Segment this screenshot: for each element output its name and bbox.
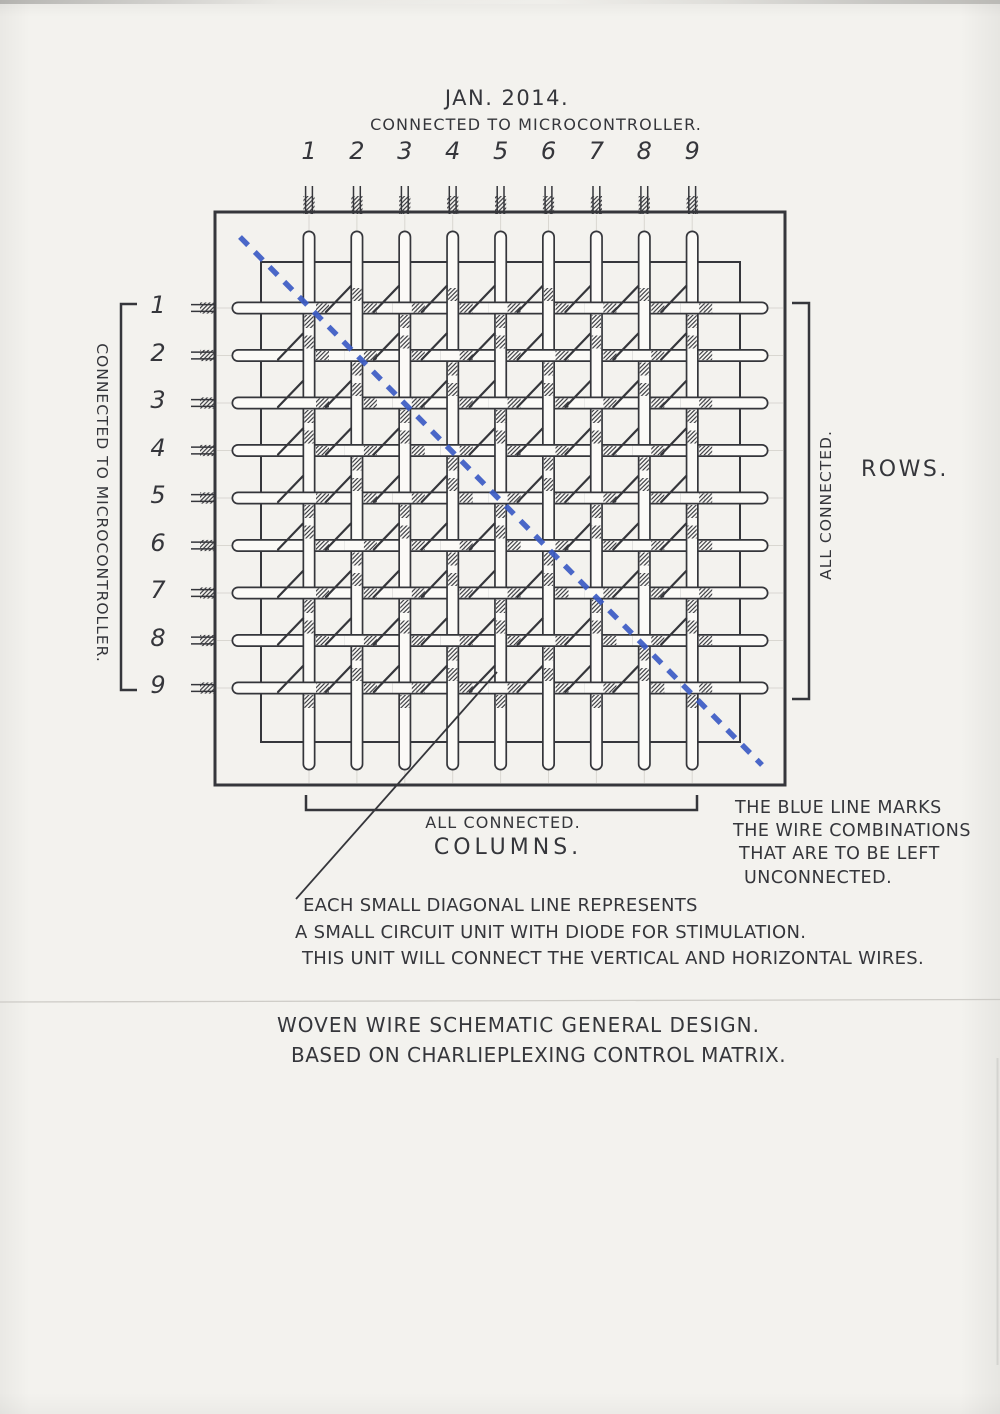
drawing-title-line: WOVEN WIRE SCHEMATIC GENERAL DESIGN. <box>277 1013 760 1037</box>
row-label-1: 1 <box>150 291 166 319</box>
col-label-3: 3 <box>397 137 413 165</box>
col-label-8: 8 <box>636 137 652 165</box>
row-label-4: 4 <box>150 433 166 462</box>
row-label-5: 5 <box>150 481 166 509</box>
rows-label: ROWS. <box>861 457 949 482</box>
col-label-6: 6 <box>540 137 557 165</box>
circuit-unit-note-line: THIS UNIT WILL CONNECT THE VERTICAL AND HORIZONTAL WIRES. <box>302 948 925 970</box>
blue-line-note-line: UNCONNECTED. <box>744 867 893 888</box>
row-label-9: 9 <box>150 671 166 699</box>
columns-label: COLUMNS. <box>433 835 583 860</box>
rows-bracket-label: ALL CONNECTED. <box>817 430 836 580</box>
columns-bracket-label: ALL CONNECTED. <box>425 813 581 832</box>
col-label-7: 7 <box>588 137 605 165</box>
blue-line-note-line: THE BLUE LINE MARKS <box>735 798 942 818</box>
row-label-8: 8 <box>150 623 166 652</box>
date-label: JAN. 2014. <box>444 86 570 110</box>
col-label-2: 2 <box>349 137 365 165</box>
blue-line-note <box>735 797 971 890</box>
row-label-2: 2 <box>150 338 166 367</box>
row-label-6: 6 <box>150 528 166 557</box>
row-label-3: 3 <box>150 386 166 414</box>
col-label-1: 1 <box>301 137 317 165</box>
left-caption: CONNECTED TO MICROCONTROLLER. <box>92 343 111 663</box>
row-label-7: 7 <box>150 576 166 604</box>
col-label-5: 5 <box>492 137 509 165</box>
circuit-unit-note-line: A SMALL CIRCUIT UNIT WITH DIODE FOR STIMULATION. <box>295 921 807 943</box>
drawing-title-line: BASED ON CHARLIEPLEXING CONTROL MATRIX. <box>291 1042 787 1067</box>
blue-line-note-line: THE WIRE COMBINATIONS <box>733 821 971 842</box>
blue-line-note-line: THAT ARE TO BE LEFT <box>739 844 940 865</box>
col-label-4: 4 <box>445 137 461 165</box>
circuit-unit-note-line: EACH SMALL DIAGONAL LINE REPRESENTS <box>303 895 698 916</box>
circuit-unit-note <box>295 893 924 973</box>
col-label-9: 9 <box>684 137 700 165</box>
top-caption: CONNECTED TO MICROCONTROLLER. <box>370 115 702 134</box>
drawing-title <box>277 1011 786 1070</box>
